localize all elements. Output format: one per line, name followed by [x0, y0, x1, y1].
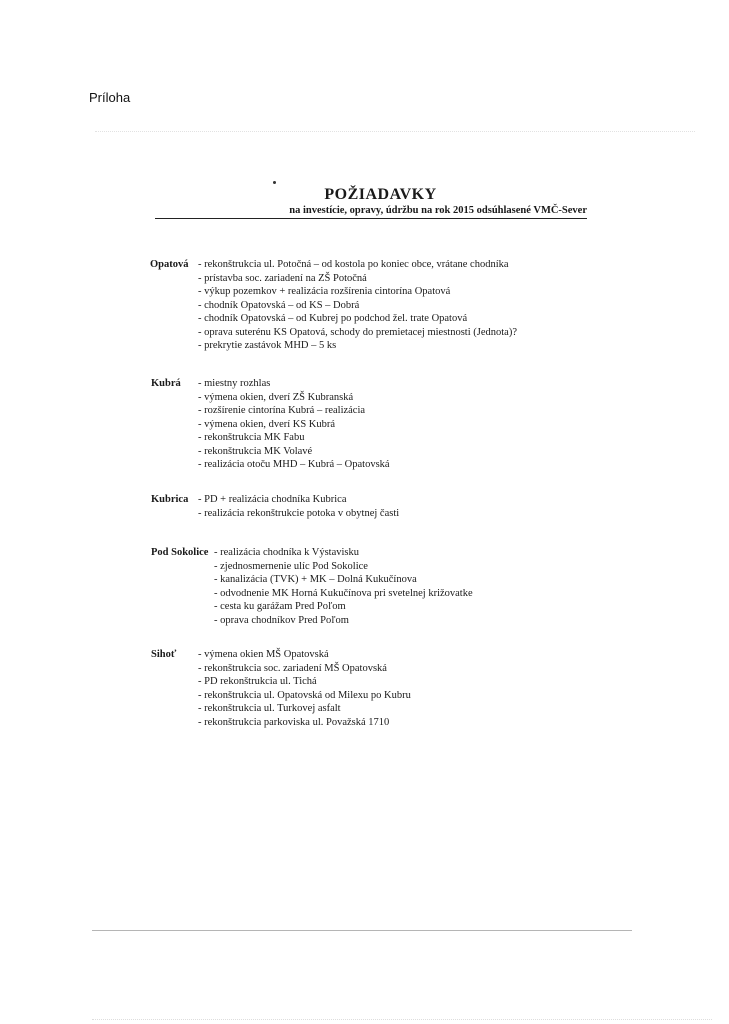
- list-item: - rekonštrukcia ul. Potočná – od kostola po koniec obce, vrátane chodníka: [198, 258, 517, 272]
- list-item: - odvodnenie MK Horná Kukučínova pri svetelnej križovatke: [214, 587, 473, 601]
- list-item: - PD rekonštrukcia ul. Tichá: [198, 675, 411, 689]
- list-item: - realizácia chodníka k Výstavisku: [214, 546, 473, 560]
- list-item: - prístavba soc. zariadení na ZŠ Potočná: [198, 272, 517, 286]
- list-item: - realizácia rekonštrukcie potoka v obytnej časti: [198, 507, 399, 521]
- section-label: Sihoť: [151, 649, 177, 660]
- list-item: - oprava chodníkov Pred Poľom: [214, 614, 473, 628]
- list-item: - kanalizácia (TVK) + MK – Dolná Kukučínova: [214, 573, 473, 587]
- section-label: Kubrica: [151, 494, 189, 505]
- document-subtitle: na investície, opravy, údržbu na rok 2015 odsúhlasené VMČ-Sever: [155, 205, 587, 219]
- list-item: - výmena okien, dverí ZŠ Kubranská: [198, 391, 390, 405]
- list-item: - výkup pozemkov + realizácia rozšírenia cintorína Opatová: [198, 285, 517, 299]
- list-item: - PD + realizácia chodníka Kubrica: [198, 493, 399, 507]
- list-item: - rekonštrukcia ul. Turkovej asfalt: [198, 702, 411, 716]
- list-item: - rekonštrukcia soc. zariadení MŠ Opatovská: [198, 662, 411, 676]
- list-item: - rekonštrukcia MK Fabu: [198, 431, 390, 445]
- scan-dot: [273, 181, 276, 184]
- list-item: - výmena okien MŠ Opatovská: [198, 648, 411, 662]
- section-items: [214, 546, 473, 627]
- list-item: - rekonštrukcia ul. Opatovská od Milexu po Kubru: [198, 689, 411, 703]
- list-item: - chodník Opatovská – od Kubrej po podchod žel. trate Opatová: [198, 312, 517, 326]
- section-items: [198, 493, 399, 520]
- section-label: Opatová: [150, 259, 189, 270]
- list-item: - cesta ku garážam Pred Poľom: [214, 600, 473, 614]
- list-item: - zjednosmernenie ulíc Pod Sokolice: [214, 560, 473, 574]
- list-item: - miestny rozhlas: [198, 377, 390, 391]
- section-items: [198, 258, 517, 353]
- list-item: - rekonštrukcia parkoviska ul. Považská 1710: [198, 716, 411, 730]
- document-title: POŽIADAVKY: [324, 186, 437, 203]
- list-item: - výmena okien, dverí KS Kubrá: [198, 418, 390, 432]
- section-items: [198, 648, 411, 729]
- list-item: - realizácia otoču MHD – Kubrá – Opatovská: [198, 458, 390, 472]
- footer-divider: [92, 930, 632, 931]
- attachment-label: Príloha: [89, 90, 131, 105]
- list-item: - chodník Opatovská – od KS – Dobrá: [198, 299, 517, 313]
- section-label: Pod Sokolice: [151, 547, 209, 558]
- scan-artifact-line: [95, 131, 695, 132]
- scan-artifact-line: [92, 1019, 712, 1020]
- list-item: - prekrytie zastávok MHD – 5 ks: [198, 339, 517, 353]
- section-items: [198, 377, 390, 472]
- list-item: - rozšírenie cintorína Kubrá – realizácia: [198, 404, 390, 418]
- list-item: - rekonštrukcia MK Volavé: [198, 445, 390, 459]
- list-item: - oprava suterénu KS Opatová, schody do premietacej miestnosti (Jednota)?: [198, 326, 517, 340]
- section-label: Kubrá: [151, 378, 181, 389]
